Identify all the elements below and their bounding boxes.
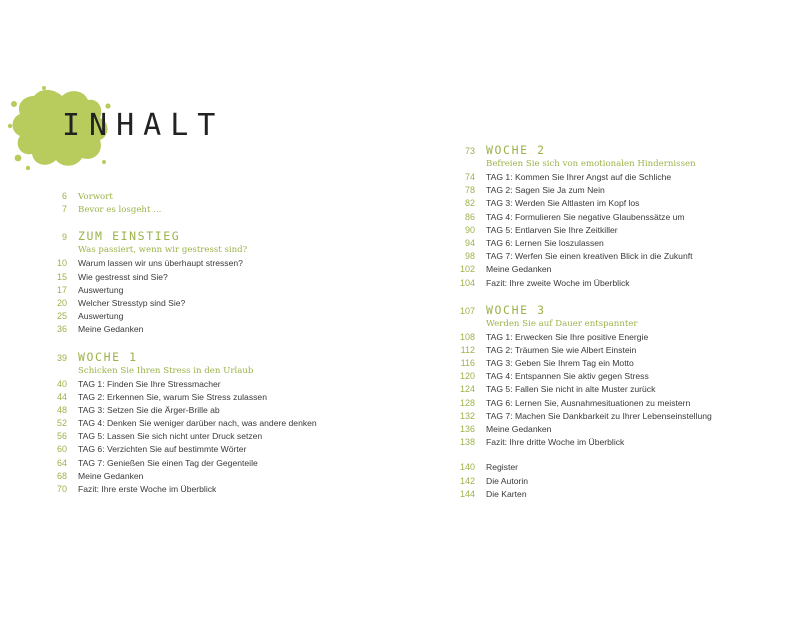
entry-title: Befreien Sie sich von emotionalen Hindernissen <box>486 159 696 169</box>
page-number: 128 <box>459 397 475 408</box>
toc-entry <box>444 263 764 276</box>
toc-entry <box>444 184 764 197</box>
toc-entry <box>36 483 356 496</box>
entry-title: Auswertung <box>78 311 124 322</box>
entry-title: Fazit: Ihre erste Woche im Überblick <box>78 484 217 494</box>
entry-title: TAG 4: Formulieren Sie negative Glaubenssätze um <box>486 211 685 222</box>
entry-title: Auswertung <box>78 284 124 295</box>
toc-entry <box>36 417 356 430</box>
page-number: 25 <box>56 311 67 322</box>
toc-column-left <box>36 190 356 496</box>
entry-title: TAG 2: Träumen Sie wie Albert Einstein <box>486 344 637 355</box>
toc-entry <box>36 203 356 216</box>
page-number: 116 <box>460 358 475 369</box>
page-number: 40 <box>56 378 67 389</box>
page-number: 108 <box>459 331 475 342</box>
page-number: 52 <box>56 418 67 429</box>
page-number: 39 <box>56 352 67 363</box>
toc-section-subtitle <box>444 318 764 331</box>
entry-title: TAG 7: Genießen Sie einen Tag der Gegenteile <box>78 457 258 468</box>
entry-title: TAG 7: Machen Sie Dankbarkeit zu Ihrer Lebenseinstellung <box>486 410 712 421</box>
page-number: 10 <box>56 258 67 269</box>
toc-section-heading <box>36 349 356 365</box>
toc-entry <box>444 397 764 410</box>
page-number: 86 <box>464 211 475 222</box>
toc-entry <box>444 277 764 290</box>
toc-entry <box>444 436 764 449</box>
entry-title: TAG 5: Lassen Sie sich nicht unter Druck setzen <box>78 431 263 442</box>
page-number: 68 <box>56 470 67 481</box>
entry-title: TAG 2: Sagen Sie Ja zum Nein <box>486 185 605 196</box>
toc-section-subtitle <box>444 158 764 171</box>
page-number: 36 <box>56 324 67 335</box>
page-number: 9 <box>61 232 67 243</box>
entry-title: Meine Gedanken <box>486 264 552 275</box>
page-number: 124 <box>459 384 475 395</box>
entry-title: Schicken Sie Ihren Stress in den Urlaub <box>78 365 254 376</box>
page-number: 60 <box>56 444 67 455</box>
page-number: 6 <box>61 191 67 201</box>
page-number: 144 <box>459 488 475 499</box>
entry-title: WOCHE 2 <box>486 143 546 157</box>
toc-entry <box>444 237 764 250</box>
entry-title: TAG 3: Geben Sie Ihrem Tag ein Motto <box>486 358 634 369</box>
toc-entry <box>444 475 764 488</box>
toc-entry <box>444 344 764 357</box>
page-number: 7 <box>61 204 67 215</box>
toc-entry <box>36 391 356 404</box>
toc-entry <box>36 297 356 310</box>
page-number: 56 <box>56 431 67 442</box>
page-number: 140 <box>459 462 475 473</box>
page-number: 73 <box>464 146 475 156</box>
page-number: 107 <box>459 305 475 316</box>
entry-title: TAG 7: Werfen Sie einen kreativen Blick in die Zukunft <box>486 251 693 262</box>
toc-entry <box>444 171 764 184</box>
entry-title: TAG 1: Erwecken Sie Ihre positive Energie <box>486 331 649 342</box>
toc-entry <box>36 284 356 297</box>
toc-entry <box>36 443 356 456</box>
page-number: 104 <box>459 277 475 288</box>
entry-title: Vorwort <box>78 192 113 202</box>
page-number: 136 <box>459 424 475 434</box>
entry-title: Fazit: Ihre zweite Woche im Überblick <box>486 277 630 288</box>
toc-entry <box>36 310 356 323</box>
entry-title: WOCHE 3 <box>486 302 546 317</box>
entry-title: Die Autorin <box>486 475 529 486</box>
section-gap <box>444 290 764 302</box>
entry-title: TAG 5: Entlarven Sie Ihre Zeitkiller <box>486 224 618 235</box>
entry-title: Die Karten <box>486 488 527 499</box>
page-number: 132 <box>459 410 475 421</box>
toc-entry <box>444 488 764 501</box>
toc-entry <box>444 197 764 210</box>
entry-title: TAG 5: Fallen Sie nicht in alte Muster zurück <box>486 384 656 395</box>
page-number: 44 <box>56 391 67 402</box>
page-number: 82 <box>464 198 475 209</box>
page-number: 15 <box>56 271 67 282</box>
page-number: 112 <box>460 344 475 355</box>
toc-entry <box>36 257 356 270</box>
toc-entry <box>36 378 356 391</box>
toc-entry <box>444 383 764 396</box>
toc-column-right <box>444 142 764 501</box>
toc-entry <box>444 331 764 344</box>
entry-title: TAG 3: Werden Sie Altlasten im Kopf los <box>486 198 640 209</box>
page-number: 90 <box>464 224 475 235</box>
entry-title: Werden Sie auf Dauer entspannter <box>486 318 638 329</box>
entry-title: TAG 6: Verzichten Sie auf bestimmte Wörter <box>78 444 247 455</box>
page-number: 78 <box>464 185 475 196</box>
page-title: INHALT <box>62 108 225 143</box>
page-number: 17 <box>56 284 67 295</box>
section-gap <box>444 449 764 461</box>
page-number: 94 <box>464 237 475 248</box>
toc-entry <box>444 357 764 370</box>
page-number: 120 <box>459 371 475 382</box>
page-number: 138 <box>459 437 475 448</box>
page-number: 70 <box>56 484 67 494</box>
toc-entry <box>444 224 764 237</box>
entry-title: TAG 4: Denken Sie weniger darüber nach, was andere denken <box>78 418 317 429</box>
entry-title: Warum lassen wir uns überhaupt stressen? <box>78 258 243 269</box>
entry-title: Fazit: Ihre dritte Woche im Überblick <box>486 437 625 448</box>
toc-entry <box>36 430 356 443</box>
toc-section-subtitle <box>36 244 356 257</box>
entry-title: Wie gestresst sind Sie? <box>78 271 168 282</box>
entry-title: Register <box>486 462 518 473</box>
toc-entry <box>444 250 764 263</box>
toc-entry <box>444 410 764 423</box>
page-number: 20 <box>56 297 67 308</box>
page-number: 98 <box>464 251 475 262</box>
entry-title: Bevor es losgeht ... <box>78 205 162 216</box>
toc-entry <box>36 470 356 483</box>
entry-title: ZUM EINSTIEG <box>78 229 181 244</box>
page-number: 142 <box>459 475 475 486</box>
toc-section-heading <box>36 228 356 244</box>
entry-title: WOCHE 1 <box>78 349 138 364</box>
section-gap <box>36 216 356 228</box>
toc-entry <box>36 323 356 336</box>
entry-title: Was passiert, wenn wir gestresst sind? <box>78 245 248 256</box>
page-number: 48 <box>56 404 67 415</box>
page-number: 64 <box>56 457 67 468</box>
toc-entry <box>444 461 764 474</box>
entry-title: TAG 3: Setzen Sie die Ärger-Brille ab <box>78 404 220 415</box>
entry-title: Meine Gedanken <box>78 324 144 335</box>
toc-section-heading <box>444 142 764 158</box>
toc-entry <box>444 423 764 436</box>
toc-entry <box>444 211 764 224</box>
entry-title: Meine Gedanken <box>78 470 144 481</box>
toc-entry <box>444 370 764 383</box>
entry-title: TAG 1: Finden Sie Ihre Stressmacher <box>78 378 221 389</box>
section-gap <box>36 337 356 349</box>
entry-title: TAG 4: Entspannen Sie aktiv gegen Stress <box>486 371 649 382</box>
toc-section-heading <box>444 302 764 318</box>
page-number: 102 <box>459 264 475 275</box>
toc-entry <box>36 457 356 470</box>
entry-title: TAG 6: Lernen Sie loszulassen <box>486 237 604 248</box>
entry-title: TAG 6: Lernen Sie, Ausnahmesituationen zu meistern <box>486 397 691 408</box>
toc-entry <box>36 190 356 203</box>
toc-entry <box>36 404 356 417</box>
entry-title: Welcher Stresstyp sind Sie? <box>78 297 186 308</box>
entry-title: TAG 2: Erkennen Sie, warum Sie Stress zulassen <box>78 391 267 402</box>
toc-entry <box>36 271 356 284</box>
page-number: 74 <box>464 172 475 182</box>
entry-title: Meine Gedanken <box>486 424 552 434</box>
entry-title: TAG 1: Kommen Sie Ihrer Angst auf die Schliche <box>486 172 672 182</box>
toc-section-subtitle <box>36 365 356 378</box>
